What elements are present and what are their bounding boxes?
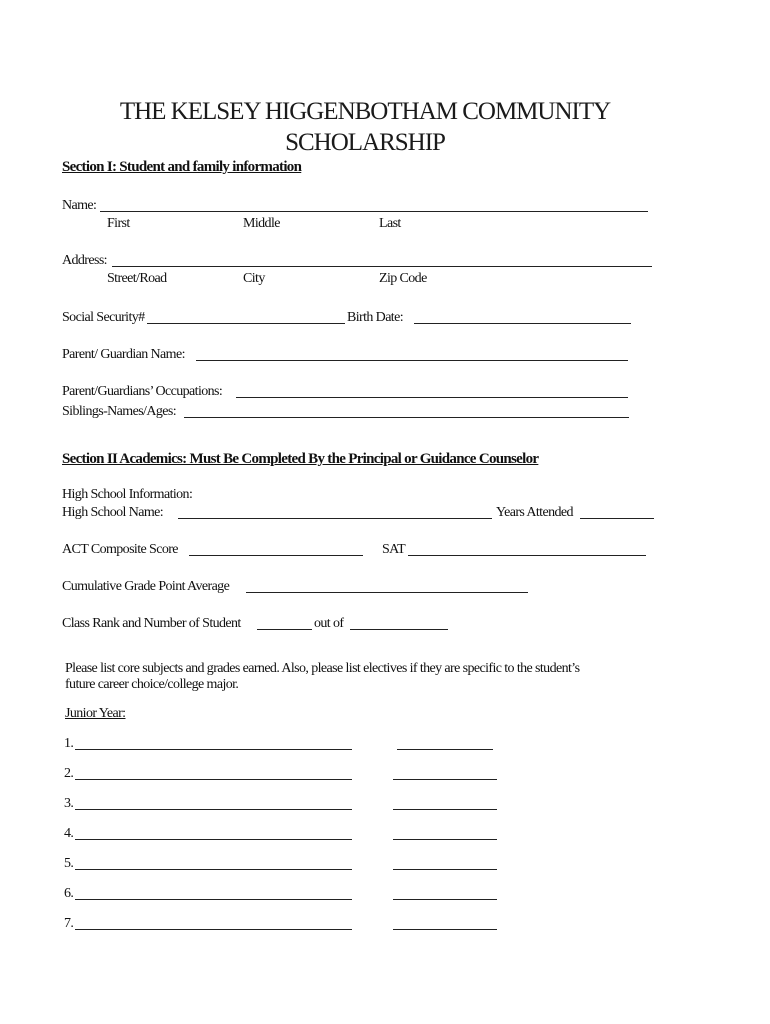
instructions-line1: Please list core subjects and grades earned. Also, please list electives if they are specific to the student’s [65,661,580,676]
class-rank-field[interactable] [257,629,312,630]
sat-label: SAT [382,542,406,557]
occupations-field[interactable] [236,397,628,398]
gpa-field[interactable] [246,592,528,593]
address-label: Address: [62,253,107,268]
subject-field[interactable] [75,869,352,870]
form-title-line1: THE KELSEY HIGGENBOTHAM COMMUNITY [119,98,611,125]
ssn-label: Social Security# [62,310,145,325]
name-first-label: First [107,216,130,231]
grade-field[interactable] [393,929,497,930]
row-number: 4. [64,826,74,841]
subject-field[interactable] [75,929,352,930]
hs-name-field[interactable] [178,518,492,519]
grade-field[interactable] [393,809,497,810]
sat-field[interactable] [408,555,646,556]
subject-field[interactable] [75,779,352,780]
row-number: 6. [64,886,74,901]
row-number: 7. [64,916,74,931]
name-middle-label: Middle [243,216,280,231]
gpa-label: Cumulative Grade Point Average [62,579,230,594]
parent-name-label: Parent/ Guardian Name: [62,347,185,362]
years-attended-label: Years Attended [496,505,573,520]
name-label: Name: [62,198,97,213]
address-field[interactable] [112,266,652,267]
siblings-field[interactable] [184,417,629,418]
subject-field[interactable] [75,749,352,750]
class-total-field[interactable] [350,629,448,630]
class-rank-of-label: out of [314,616,344,631]
subject-field[interactable] [75,809,352,810]
instructions-line2: future career choice/college major. [65,677,239,692]
ssn-field[interactable] [147,323,345,324]
grade-field[interactable] [393,839,497,840]
row-number: 2. [64,766,74,781]
name-field[interactable] [100,211,648,212]
section1-heading: Section I: Student and family information [62,159,302,175]
grade-field[interactable] [393,869,497,870]
address-city-label: City [243,271,265,286]
section2-heading: Section II Academics: Must Be Completed By the Principal or Guidance Counselor [62,451,539,467]
act-field[interactable] [189,555,363,556]
address-zip-label: Zip Code [379,271,427,286]
subject-field[interactable] [75,899,352,900]
class-rank-label: Class Rank and Number of Student [62,616,241,631]
birth-date-label: Birth Date: [347,310,403,325]
hs-name-label: High School Name: [62,505,164,520]
address-street-label: Street/Road [107,271,167,286]
siblings-label: Siblings-Names/Ages: [62,404,176,419]
act-label: ACT Composite Score [62,542,178,557]
subject-field[interactable] [75,839,352,840]
grade-field[interactable] [393,779,497,780]
occupations-label: Parent/Guardians’ Occupations: [62,384,223,399]
hs-info-label: High School Information: [62,487,193,502]
grade-field[interactable] [393,899,497,900]
name-last-label: Last [379,216,401,231]
years-attended-field[interactable] [580,518,654,519]
junior-year-label: Junior Year: [65,706,126,721]
row-number: 1. [64,736,74,751]
row-number: 3. [64,796,74,811]
parent-name-field[interactable] [196,360,628,361]
row-number: 5. [64,856,74,871]
birth-date-field[interactable] [414,323,631,324]
grade-field[interactable] [397,749,493,750]
form-title-line2: SCHOLARSHIP [285,129,445,156]
